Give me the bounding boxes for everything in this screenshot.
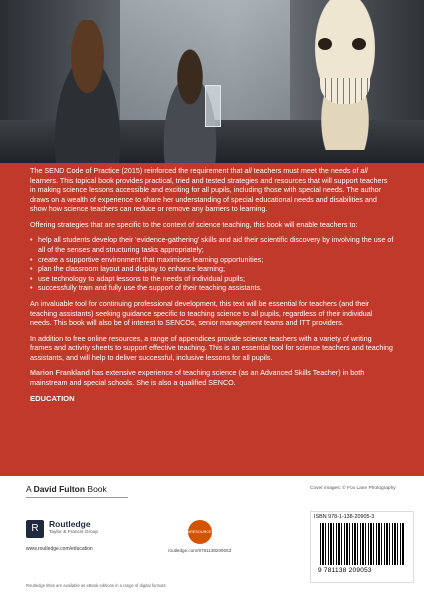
blurb-paragraph-1: The SEND Code of Practice (2015) reinforced the requirement that all teachers must meet the needs of all learners. This topical book provides practical, tried and tested strategies and resources that will support teachers in making science lessons accessible and exciting for all pupils, including those with special needs. The author draws on a wealth of experience to share her understanding of special educational needs and disabilities and show how science teachers can reduce or remove any barriers to learning. — [30, 166, 388, 214]
list-item: • help all students develop their ‘evidence-gathering’ skills and aid their scientific discovery by involving the use of all of the senses and structuring tasks appropriately; — [30, 235, 394, 254]
skull-eye-left — [318, 38, 332, 50]
barcode-icon — [320, 523, 404, 565]
blurb-paragraph-4: In addition to free online resources, a range of appendices provide science teachers with a variety of writing frames and activity sheets to support effective teaching. This is an essential tool for science teachers and teaching assistants, and will help to deliver successful, inclusive lessons for all pupils. — [30, 333, 393, 362]
barcode-number: 9 781138 209053 — [318, 567, 372, 574]
resources-url[interactable]: routledge.com/9781138209053 — [168, 548, 232, 553]
blurb-paragraph-3: An invaluable tool for continuing professional development, this text will be essential for teachers (and their teaching assistants) seeking guidance specific to teaching science to all pupils, regardless of their individual needs. This book will also be of interest to SENCOs, senior management teams and ITT providers. — [30, 298, 373, 328]
test-tube — [205, 85, 221, 127]
blurb-paragraph-2: Offering strategies that are specific to the context of science teaching, this book will enable teachers to: — [30, 219, 358, 229]
blurb-text — [30, 166, 394, 404]
list-item: • plan the classroom layout and display to enhance learning; — [30, 264, 394, 274]
publisher-subtitle: Taylor & Francis Group — [49, 530, 99, 535]
skull-eye-right — [352, 38, 366, 50]
eresources-icon: eRESOURCES — [188, 520, 212, 544]
fine-print: Routledge titles are available as eBook editions in a range of digital formats — [26, 583, 166, 588]
list-item: • use technology to adapt lessons to the needs of individual pupils; — [30, 274, 394, 284]
isbn-label: ISBN 978-1-138-20905-3 — [314, 514, 375, 520]
author-bio: Marion Frankland has extensive experience of teaching science (as an Advanced Skills Teacher) in both mainstream and special schools. She is also a qualified SENCO. — [30, 368, 365, 387]
publisher-name: Routledge — [49, 519, 91, 529]
list-item: • successfully train and fully use the support of their teaching assistants. — [30, 283, 394, 293]
divider — [26, 497, 128, 498]
publisher-url[interactable]: www.routledge.com/education — [26, 546, 93, 552]
skeleton-model — [290, 0, 400, 150]
cover-credit: Cover images: © Fox Lane Photography — [310, 486, 396, 491]
routledge-logo-icon: R — [26, 520, 44, 538]
subject-category: EDUCATION — [30, 393, 75, 403]
list-item: • create a supportive environment that maximises learning opportunities; — [30, 255, 394, 265]
cover-photo — [0, 0, 424, 163]
benefit-list — [30, 235, 394, 292]
imprint-line: A David Fulton Book — [26, 484, 107, 494]
student-figure — [40, 20, 135, 163]
author-name: Marion Frankland — [30, 368, 90, 378]
